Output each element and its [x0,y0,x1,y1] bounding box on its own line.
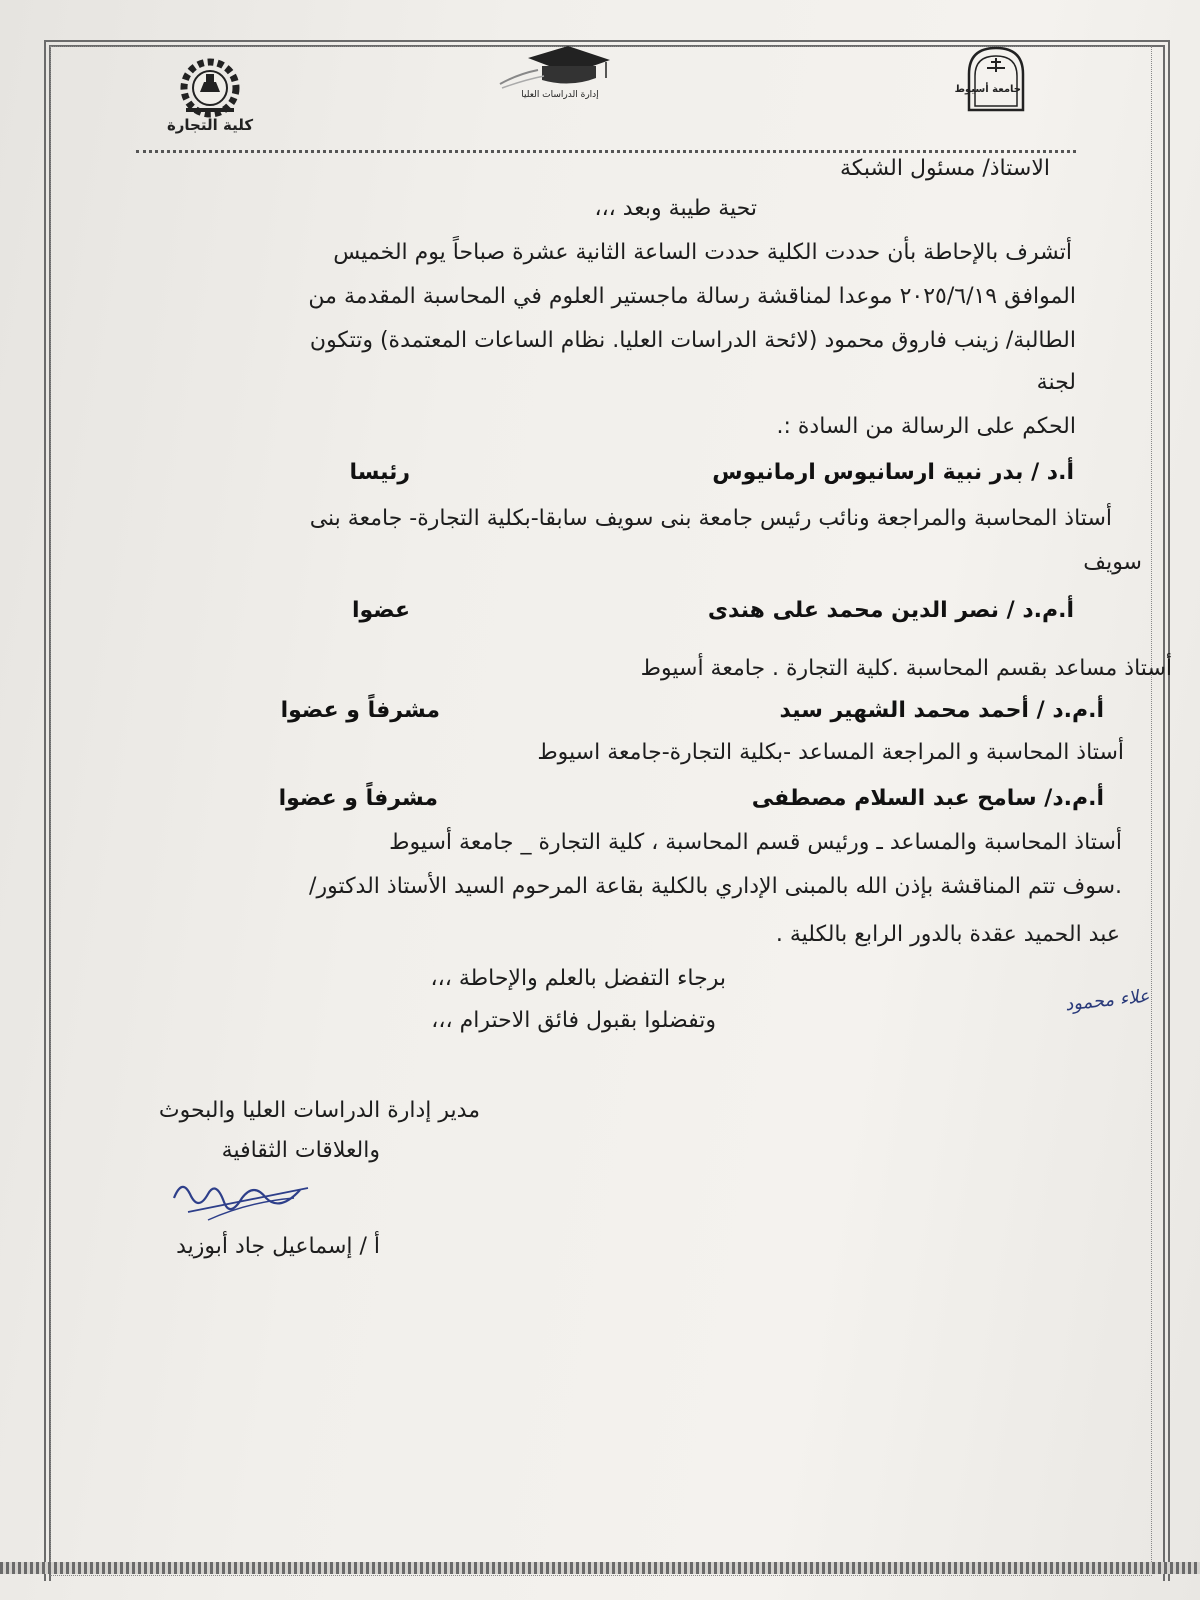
signer-name: أ / إسماعيل جاد أبوزيد [176,1234,380,1259]
committee-member-4-name: أ.م.د/ سامح عبد السلام مصطفى [751,786,1104,811]
header-divider [136,150,1076,153]
graduate-studies-logo [498,44,618,100]
body-line-3: الطالبة/ زينب فاروق محمود (لائحة الدراسات العليا. نظام الساعات المعتمدة) وتتكون [309,328,1076,353]
faculty-logo-caption: كلية التجارة [166,116,254,134]
venue-line-1: .سوف تتم المناقشة بإذن الله بالمبنى الإداري بالكلية بقاعة المرحوم السيد الأستاذ الدكتور/ [309,874,1122,899]
body-line-1: أتشرف بالإحاطة بأن حددت الكلية حددت الساعة الثانية عشرة صباحاً يوم الخميس [333,240,1072,265]
body-line-4: لجنة [1036,370,1076,395]
page-border-inner [50,46,1152,1576]
body-line-2: الموافق ٢٠٢٥/٦/١٩ موعدا لمناقشة رسالة ماجستير العلوم في المحاسبة المقدمة من [308,284,1076,309]
faculty-logo [166,58,254,134]
committee-member-3-role: مشرفاً و عضوا [280,698,440,723]
body-line-5: الحكم على الرسالة من السادة :. [776,414,1076,439]
graduation-cap-icon [498,44,618,90]
committee-member-1-desc-2: سويف [1083,550,1142,575]
committee-member-2-desc: أستاذ مساعد بقسم المحاسبة .كلية التجارة . جامعة أسيوط [640,656,1172,681]
signature-title-2: والعلاقات الثقافية [221,1138,380,1163]
venue-line-2: عبد الحميد عقدة بالدور الرابع بالكلية . [775,922,1120,947]
handwritten-signature [168,1168,318,1238]
signature-scribble-icon [168,1168,318,1234]
graduate-studies-caption: إدارة الدراسات العليا [521,90,599,100]
committee-member-2-name: أ.م.د / نصر الدين محمد على هندى [707,598,1074,623]
committee-member-4-desc: أستاذ المحاسبة والمساعد ـ ورئيس قسم المحاسبة ، كلية التجارة _ جامعة أسيوط [389,830,1122,855]
signature-title-1: مدير إدارة الدراسات العليا والبحوث [158,1098,480,1123]
university-logo-text: جامعة أسيوط [954,84,1021,95]
faculty-gear-emblem-icon [172,58,248,118]
committee-member-1-role: رئيسا [349,460,410,485]
bottom-border-rule [0,1562,1200,1574]
committee-member-4-role: مشرفاً و عضوا [278,786,438,811]
committee-member-3-desc: أستاذ المحاسبة و المراجعة المساعد -بكلية التجارة-جامعة اسيوط [537,740,1124,765]
closing-line-1: برجاء التفضل بالعلم والإحاطة ،،، [430,966,726,991]
committee-member-2-role: عضوا [351,598,410,623]
university-logo [954,44,1027,112]
university-emblem-icon [954,44,1027,112]
committee-member-3-name: أ.م.د / أحمد محمد الشهير سيد [779,698,1104,723]
recipient-line: الاستاذ/ مسئول الشبكة [839,156,1050,181]
handwritten-note: علاء محمود [1064,985,1151,1016]
closing-line-2: وتفضلوا بقبول فائق الاحترام ،،، [431,1008,716,1033]
committee-member-1-name: أ.د / بدر نبية ارسانيوس ارمانيوس [712,460,1074,485]
greeting-line: تحية طيبة وبعد ،،، [594,196,757,221]
committee-member-1-desc-1: أستاذ المحاسبة والمراجعة ونائب رئيس جامعة بنى سويف سابقا-بكلية التجارة- جامعة بنى [309,506,1112,531]
